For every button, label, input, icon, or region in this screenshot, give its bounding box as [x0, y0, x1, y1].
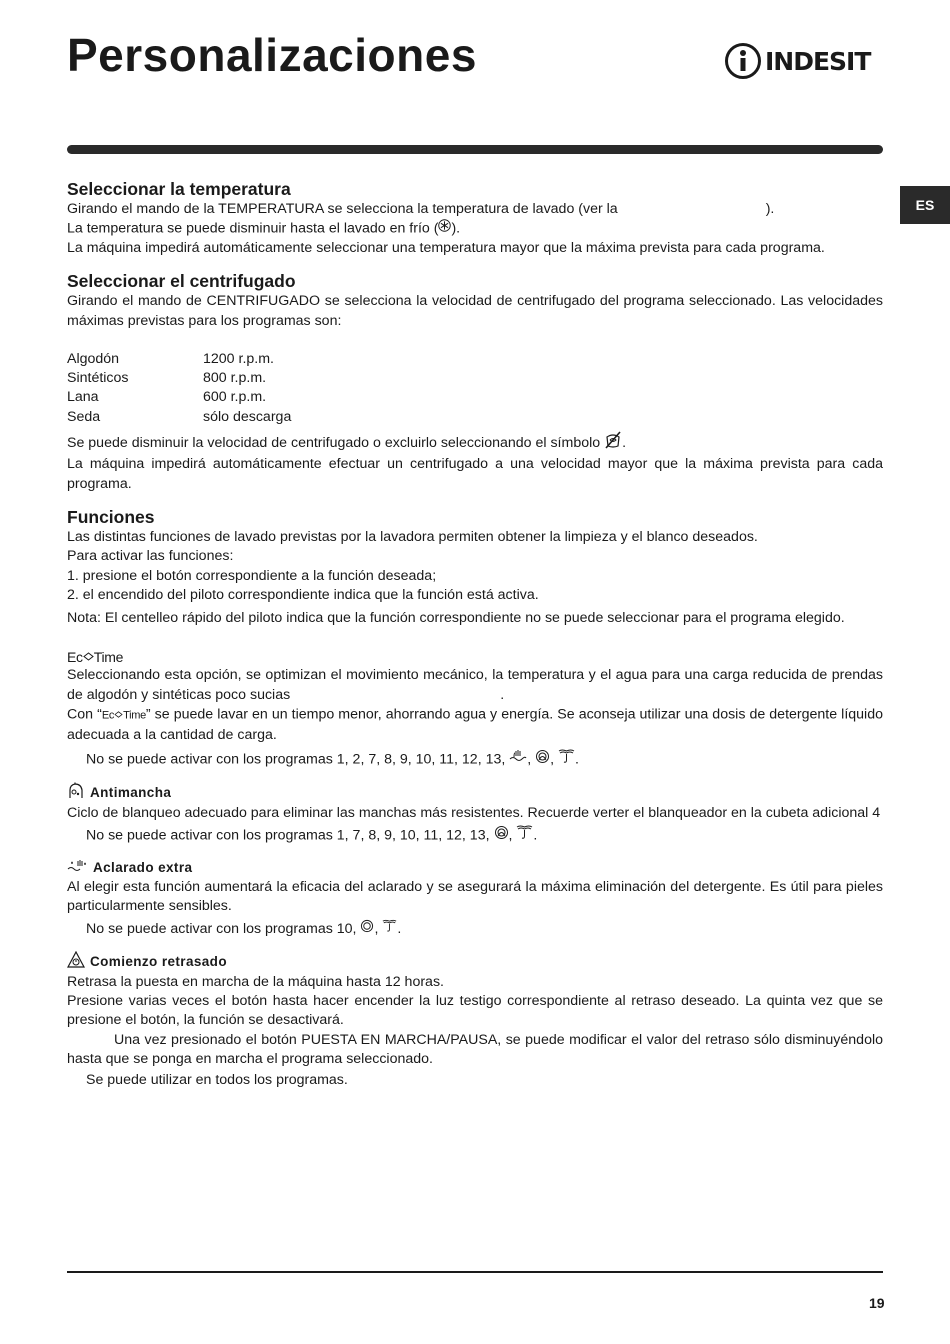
ecotime-label-a: Ec [67, 649, 83, 666]
wool-icon [494, 825, 509, 846]
delay-timer-icon [67, 951, 85, 973]
main-content [67, 178, 883, 1091]
antimancha-restriction-text: No se puede activar con los programas 1, 7, 8, 9, 10, 11, 12, 13, [86, 827, 490, 844]
spin-reduce-text [67, 431, 883, 455]
silk-icon [558, 749, 575, 770]
temperature-text-1a: Girando el mando de la TEMPERATURA se selecciona la temperatura de lavado (ver la [67, 201, 618, 217]
spin-speed-row [67, 369, 883, 388]
temperature-text-2 [67, 219, 883, 239]
antimancha-label: Antimancha [90, 785, 172, 801]
functions-activate: Para activar las funciones: [67, 548, 234, 565]
spin-reduce-b: . [622, 434, 627, 451]
spin-intro: Girando el mando de CENTRIFUGADO se selecciona la velocidad de centrifugado del programa seleccionado. Las velocidades máximas previstas para los programas son: [67, 293, 883, 329]
language-tab: ES [900, 186, 950, 224]
antimancha-desc: Ciclo de blanqueo adecuado para eliminar las manchas más resistentes. Recuerde verter el blanqueador en la cubeta adicional 4 [67, 805, 881, 822]
spin-program: Algodón [67, 350, 120, 367]
ecotime-restriction: No se puede activar con los programas 1, 2, 7, 8, 9, 10, 11, 12, 13, , , . [67, 749, 883, 770]
spin-limit-text: La máquina impedirá automáticamente efectuar un centrifugado a una velocidad mayor que la máxima prevista para cada programa. [67, 456, 883, 492]
silk-icon [516, 825, 533, 846]
spin-speed: 1200 r.p.m. [203, 350, 274, 367]
hand-wash-icon [509, 749, 527, 770]
temperature-text-2b: ). [451, 220, 461, 237]
functions-intro: Las distintas funciones de lavado previstas por la lavadora permiten obtener la limpieza y el blanco deseados. [67, 528, 758, 545]
antimancha-section [67, 782, 883, 846]
spin-section [67, 270, 883, 494]
aclarado-restriction: No se puede activar con los programas 10, , . [67, 919, 883, 939]
functions-step-1: 1. presione el botón correspondiente a la función deseada; [67, 567, 437, 584]
ecotime-desc-end: . [500, 686, 505, 703]
comienzo-section [67, 951, 883, 1091]
ecotime-inline-a: Ec [101, 709, 115, 722]
snowflake-icon [438, 219, 451, 238]
ecotime-desc-text: Seleccionando esta opción, se optimizan el movimiento mecánico, la temperatura y el agua para una carga reducida de prendas de algodón y sintéticas poco sucias [67, 667, 883, 703]
functions-heading: Funciones [67, 506, 155, 527]
ecotime-con-b: ” se puede lavar en un tiempo menor, ahorrando agua y energía. Se aconseja utilizar una dosis de detergente líquido adecuada a la cantidad de carga. [67, 706, 883, 743]
aclarado-section [67, 858, 883, 939]
temperature-heading: Seleccionar la temperatura [67, 179, 291, 199]
ecotime-inline-b: Time [123, 709, 146, 722]
spin-speed-row [67, 408, 883, 427]
temperature-text-1b: ). [765, 201, 775, 217]
ecotime-restriction-text: No se puede activar con los programas 1, 2, 7, 8, 9, 10, 11, 12, 13, [86, 751, 506, 768]
aclarado-restriction-text: No se puede activar con los programas 10, [86, 920, 357, 937]
spin-speed-row [67, 350, 883, 369]
spin-speed: 600 r.p.m. [203, 389, 267, 406]
comienzo-desc-2: Presione varias veces el botón hasta hacer encender la luz testigo correspondiente al retraso deseado. La quinta vez que se presione el botón, la función se desactivará. [67, 993, 883, 1029]
comienzo-all-programs: Se puede utilizar en todos los programas. [86, 1072, 348, 1089]
comienzo-heading [67, 951, 883, 973]
header-divider [67, 145, 883, 154]
spin-speed: sólo descarga [203, 408, 292, 425]
brand-i-icon [724, 42, 762, 80]
ecotime-section [67, 648, 883, 770]
functions-note: Nota: El centelleo rápido del piloto indica que la función correspondiente no se puede seleccionar para el programa elegido. [67, 610, 845, 627]
temperature-text-3: La máquina impedirá automáticamente seleccionar una temperatura mayor que la máxima prevista para cada programa. [67, 240, 825, 256]
page-number: 19 [869, 1295, 885, 1311]
ecotime-con [67, 705, 883, 745]
eco-leaf-icon [114, 705, 123, 724]
aclarado-desc: Al elegir esta función aumentará la eficacia del aclarado y se asegurará la máxima eliminación del detergente. Es útil para pieles particularmente sensibles. [67, 878, 883, 915]
no-spin-icon [604, 431, 622, 455]
temperature-text-2a: La temperatura se puede disminuir hasta el lavado en frío ( [67, 220, 439, 237]
eco-leaf-icon [83, 648, 94, 666]
page-title: Personalizaciones [67, 29, 477, 81]
functions-section [67, 506, 883, 628]
spin-program: Seda [67, 408, 101, 425]
ecotime-label [67, 648, 883, 666]
ecotime-label-b: Time [93, 649, 124, 666]
spin-speed: 800 r.p.m. [203, 370, 267, 387]
temperature-section [67, 178, 883, 258]
temperature-text-1 [67, 200, 883, 219]
spin-program: Lana [67, 389, 99, 406]
brand-name: INDESIT [765, 46, 871, 76]
aclarado-heading [67, 858, 883, 878]
ecotime-desc [67, 666, 883, 705]
silk-icon [382, 919, 397, 939]
spin-program: Sintéticos [67, 370, 129, 387]
aclarado-label: Aclarado extra [93, 859, 193, 875]
comienzo-label: Comienzo retrasado [90, 953, 227, 969]
spin-heading: Seleccionar el centrifugado [67, 271, 296, 292]
ecotime-con-a: Con “ [67, 706, 102, 723]
functions-step-2: 2. el encendido del piloto correspondiente indica que la función está activa. [67, 586, 539, 603]
spin-speed-row [67, 388, 883, 407]
spin-reduce-a: Se puede disminuir la velocidad de centrifugado o excluirlo seleccionando el símbolo [67, 434, 601, 451]
antimancha-restriction: No se puede activar con los programas 1, 7, 8, 9, 10, 11, 12, 13, , . [67, 825, 883, 846]
comienzo-desc-3: Una vez presionado el botón PUESTA EN MARCHA/PAUSA, se puede modificar el valor del retraso sólo disminuyéndolo hasta que se ponga en marcha el programa seleccionado. [67, 1031, 883, 1068]
wool-icon [360, 919, 374, 939]
extra-rinse-icon [67, 858, 88, 878]
wool-icon [535, 749, 550, 770]
antimancha-heading [67, 782, 883, 804]
comienzo-desc-1: Retrasa la puesta en marcha de la máquina hasta 12 horas. [67, 973, 444, 990]
brand-logo [724, 42, 870, 80]
footer-divider [67, 1271, 883, 1273]
spin-speed-table [67, 350, 883, 427]
stain-icon [67, 782, 85, 804]
